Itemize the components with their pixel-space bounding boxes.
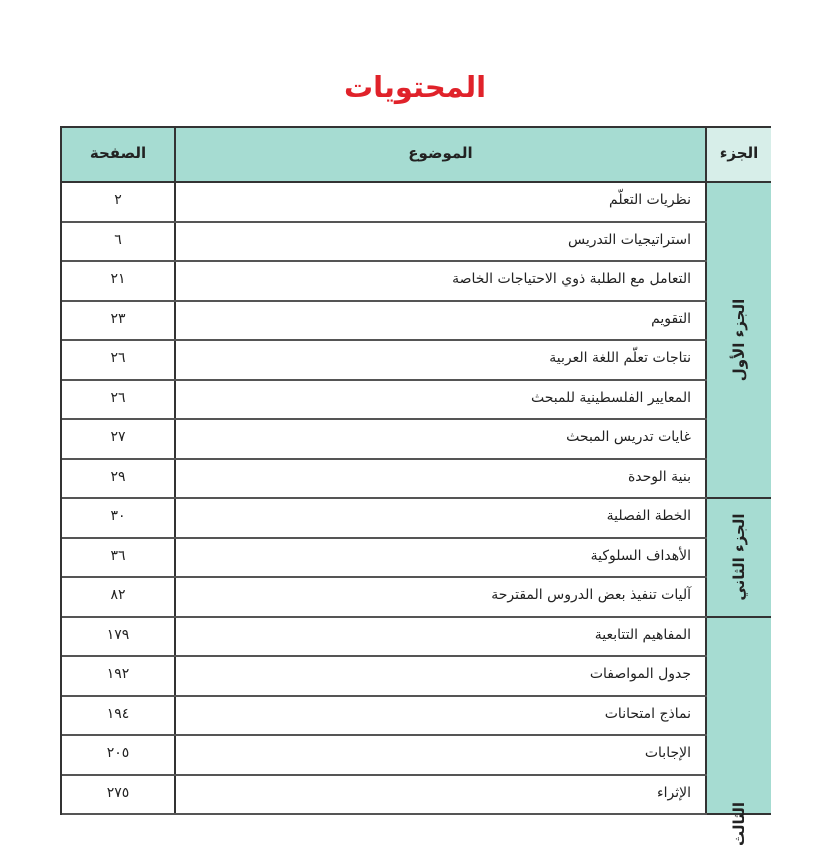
table-row	[62, 223, 769, 263]
topic-text: استراتيجيات التدريس	[176, 223, 707, 261]
page-number: ٨٢	[62, 578, 176, 616]
part-cell	[707, 618, 771, 846]
page-number: ٦	[62, 223, 176, 261]
page-number: ١٧٩	[62, 618, 176, 656]
part-label: الجزء الأول	[730, 298, 748, 382]
table-row	[62, 736, 769, 776]
topic-text: آليات تنفيذ بعض الدروس المقترحة	[176, 578, 707, 616]
topic-text: نماذج امتحانات	[176, 697, 707, 735]
topic-text: الإجابات	[176, 736, 707, 774]
table-row	[62, 420, 769, 460]
page-number: ١٩٢	[62, 657, 176, 695]
page-number: ٣٦	[62, 539, 176, 577]
part-cell	[707, 499, 771, 618]
page-title: المحتويات	[343, 70, 487, 104]
header-part: الجزء	[707, 128, 771, 181]
page-number: ٢٦	[62, 341, 176, 379]
topic-text: الإثراء	[176, 776, 707, 814]
page-number: ٢٩	[62, 460, 176, 498]
table-row	[62, 183, 769, 223]
header-page: الصفحة	[62, 128, 176, 181]
table-row	[62, 460, 769, 500]
page-number: ٢٧٥	[62, 776, 176, 814]
table-row	[62, 578, 769, 618]
table-header	[62, 128, 769, 183]
header-topic: الموضوع	[176, 128, 707, 181]
table-row	[62, 262, 769, 302]
topic-text: الخطة الفصلية	[176, 499, 707, 537]
table-row	[62, 618, 769, 658]
page-number: ٢١	[62, 262, 176, 300]
table-row	[62, 697, 769, 737]
page-number: ٣٠	[62, 499, 176, 537]
part-label: الثالث	[730, 801, 748, 846]
page-number: ٢٠٥	[62, 736, 176, 774]
table-row	[62, 499, 769, 539]
table-row	[62, 657, 769, 697]
contents-table	[60, 126, 771, 846]
topic-text: التعامل مع الطلبة ذوي الاحتياجات الخاصة	[176, 262, 707, 300]
table-body	[62, 183, 769, 846]
topic-text: الأهداف السلوكية	[176, 539, 707, 577]
table-row	[62, 381, 769, 421]
part-label: الجزء الثاني	[730, 513, 748, 601]
table-row	[62, 539, 769, 579]
topic-text: المعايير الفلسطينية للمبحث	[176, 381, 707, 419]
page-number: ٢٣	[62, 302, 176, 340]
page-number: ٢٦	[62, 381, 176, 419]
topic-text: المفاهيم التتابعية	[176, 618, 707, 656]
topic-text: نتاجات تعلّم اللغة العربية	[176, 341, 707, 379]
topic-text: نظريات التعلّم	[176, 183, 707, 221]
table-row	[62, 302, 769, 342]
topic-text: التقويم	[176, 302, 707, 340]
table-row	[62, 776, 769, 816]
part-cell	[707, 183, 771, 499]
page-number: ٢	[62, 183, 176, 221]
topic-text: بنية الوحدة	[176, 460, 707, 498]
page-number: ٢٧	[62, 420, 176, 458]
table-row	[62, 341, 769, 381]
page-number: ١٩٤	[62, 697, 176, 735]
topic-text: غايات تدريس المبحث	[176, 420, 707, 458]
topic-text: جدول المواصفات	[176, 657, 707, 695]
